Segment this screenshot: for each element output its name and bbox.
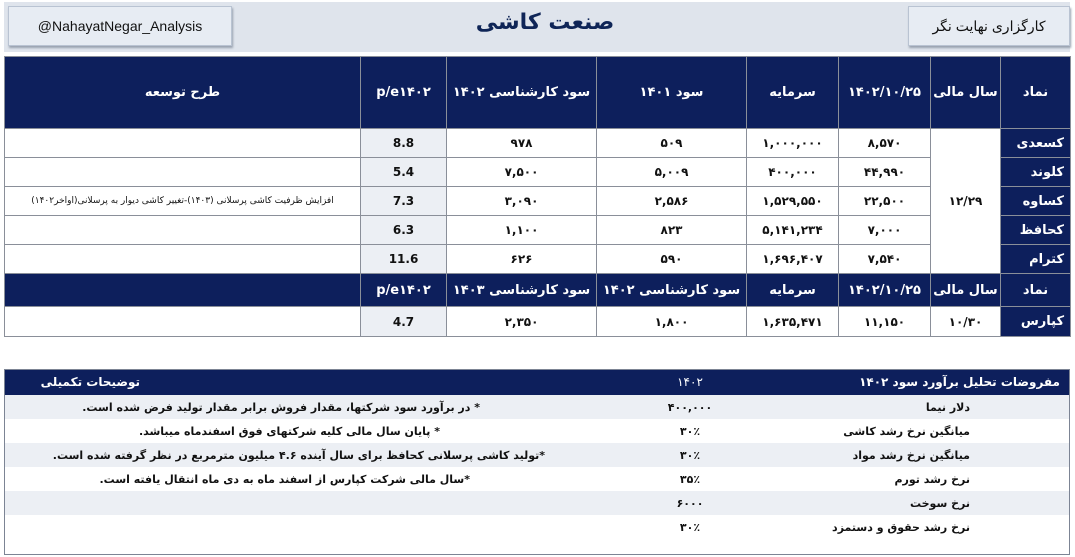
symbol-cell: کلوند bbox=[1001, 158, 1071, 187]
col-expert: سود کارشناسی ۱۴۰۲ bbox=[447, 57, 597, 129]
assumptions-header bbox=[4, 369, 1070, 395]
assumptions-title: مفروضات تحلیل برآورد سود ۱۴۰۲ bbox=[770, 369, 1070, 395]
pe-cell: 5.4 bbox=[361, 158, 447, 187]
assumption-value: ۴۰۰,۰۰۰ bbox=[667, 400, 713, 414]
list-item bbox=[4, 467, 1070, 491]
assumption-label: نرخ رشد تورم bbox=[894, 472, 970, 486]
assumption-value: ۳۰٪ bbox=[679, 448, 701, 462]
table-row bbox=[5, 307, 1071, 337]
col2-blank bbox=[5, 274, 361, 307]
assumptions-table bbox=[4, 369, 1070, 539]
price-cell: ۸,۵۷۰ bbox=[839, 129, 931, 158]
list-item bbox=[4, 395, 1070, 419]
col2-expert-1403: سود کارشناسی ۱۴۰۳ bbox=[447, 274, 597, 307]
pe-cell: 7.3 bbox=[361, 187, 447, 216]
profit-cell: ۵۹۰ bbox=[597, 245, 747, 274]
table-row bbox=[5, 245, 1071, 274]
col2-expert-1402: سود کارشناسی ۱۴۰۲ bbox=[597, 274, 747, 307]
profit-cell: ۲,۵۸۶ bbox=[597, 187, 747, 216]
capital-cell: ۱,۵۲۹,۵۵۰ bbox=[747, 187, 839, 216]
pe-cell: 4.7 bbox=[361, 307, 447, 337]
assumption-label: میانگین نرخ رشد مواد bbox=[852, 448, 970, 462]
stock-table bbox=[4, 56, 1071, 337]
expert-cell: ۱,۱۰۰ bbox=[447, 216, 597, 245]
pe-cell: 6.3 bbox=[361, 216, 447, 245]
table-row bbox=[5, 129, 1071, 158]
capital-cell: ۴۰۰,۰۰۰ bbox=[747, 158, 839, 187]
assumption-label: نرخ سوخت bbox=[909, 496, 970, 510]
col-profit: سود ۱۴۰۱ bbox=[597, 57, 747, 129]
plan-cell bbox=[5, 245, 361, 274]
fiscal-cell: ۱۰/۳۰ bbox=[931, 307, 1001, 337]
list-item bbox=[4, 515, 1070, 539]
expert-1402-cell: ۱,۸۰۰ bbox=[597, 307, 747, 337]
assumption-value: ۶۰۰۰ bbox=[676, 496, 704, 510]
col-fiscal: سال مالی bbox=[931, 57, 1001, 129]
assumption-note: *تولید کاشی پرسلانی کحافظ برای سال آینده ۴.۶ میلیون مترمربع در نظر گرفته شده است. bbox=[52, 448, 545, 462]
col-symbol: نماد bbox=[1001, 57, 1071, 129]
plan-cell: افزایش ظرفیت کاشی پرسلانی (۱۴۰۳)-تغییر کاشی دیوار به پرسلانی(اواخر۱۴۰۲) bbox=[5, 187, 361, 216]
col-pe: p/e۱۴۰۲ bbox=[361, 57, 447, 129]
profit-cell: ۸۲۳ bbox=[597, 216, 747, 245]
expert-cell: ۷,۵۰۰ bbox=[447, 158, 597, 187]
col-plan: طرح توسعه bbox=[5, 57, 361, 129]
table-row bbox=[5, 187, 1071, 216]
capital-cell: ۱,۶۳۵,۴۷۱ bbox=[747, 307, 839, 337]
col2-fiscal: سال مالی bbox=[931, 274, 1001, 307]
price-cell: ۴۴,۹۹۰ bbox=[839, 158, 931, 187]
symbol-cell: کترام bbox=[1001, 245, 1071, 274]
table-header-row bbox=[5, 57, 1071, 129]
assumption-label: نرخ رشد حقوق و دستمزد bbox=[832, 520, 970, 534]
pe-cell: 11.6 bbox=[361, 245, 447, 274]
profit-cell: ۵۰۹ bbox=[597, 129, 747, 158]
notes-title: توضیحات تکمیلی bbox=[4, 369, 610, 395]
expert-cell: ۶۲۶ bbox=[447, 245, 597, 274]
expert-cell: ۹۷۸ bbox=[447, 129, 597, 158]
assumption-note: *سال مالی شرکت کپارس از اسفند ماه به دی ماه انتقال یافته است. bbox=[99, 472, 470, 486]
plan-cell bbox=[5, 158, 361, 187]
assumption-note: * در برآورد سود شرکتها، مقدار فروش برابر مقدار تولید فرض شده است. bbox=[82, 400, 480, 414]
assumption-label: میانگین نرخ رشد کاشی bbox=[843, 424, 970, 438]
empty-cell bbox=[5, 307, 361, 337]
capital-cell: ۱,۶۹۶,۴۰۷ bbox=[747, 245, 839, 274]
col2-pe: p/e۱۴۰۲ bbox=[361, 274, 447, 307]
assumption-value: ۳۰٪ bbox=[679, 520, 701, 534]
symbol-cell: کحافظ bbox=[1001, 216, 1071, 245]
symbol-cell: کپارس bbox=[1001, 307, 1071, 337]
col2-capital: سرمایه bbox=[747, 274, 839, 307]
assumption-note: * پایان سال مالی کلیه شرکتهای فوق اسفندماه میباشد. bbox=[138, 424, 440, 438]
expert-1403-cell: ۲,۳۵۰ bbox=[447, 307, 597, 337]
profit-cell: ۵,۰۰۹ bbox=[597, 158, 747, 187]
col2-symbol: نماد bbox=[1001, 274, 1071, 307]
assumption-note bbox=[4, 491, 610, 515]
list-item bbox=[4, 419, 1070, 443]
table-header-row-2 bbox=[5, 274, 1071, 307]
expert-cell: ۳,۰۹۰ bbox=[447, 187, 597, 216]
pe-cell: 8.8 bbox=[361, 129, 447, 158]
assumption-value: ۳۰٪ bbox=[679, 424, 701, 438]
table-row bbox=[5, 216, 1071, 245]
channel-handle[interactable]: @NahayatNegar_Analysis bbox=[8, 6, 232, 46]
assumption-value: ۳۵٪ bbox=[679, 472, 701, 486]
price-cell: ۷,۵۴۰ bbox=[839, 245, 931, 274]
price-cell: ۲۲,۵۰۰ bbox=[839, 187, 931, 216]
capital-cell: ۵,۱۴۱,۲۳۴ bbox=[747, 216, 839, 245]
symbol-cell: کسعدی bbox=[1001, 129, 1071, 158]
col2-price: ۱۴۰۲/۱۰/۲۵ bbox=[839, 274, 931, 307]
fiscal-cell: ۱۲/۲۹ bbox=[931, 129, 1001, 274]
broker-name: کارگزاری نهایت نگر bbox=[908, 6, 1070, 46]
price-cell: ۷,۰۰۰ bbox=[839, 216, 931, 245]
table-row bbox=[5, 158, 1071, 187]
list-item bbox=[4, 491, 1070, 515]
col-capital: سرمایه bbox=[747, 57, 839, 129]
plan-cell bbox=[5, 129, 361, 158]
symbol-cell: کساوه bbox=[1001, 187, 1071, 216]
plan-cell bbox=[5, 216, 361, 245]
page-title: صنعت کاشی bbox=[475, 10, 615, 35]
list-item bbox=[4, 443, 1070, 467]
assumptions-year: ۱۴۰۲ bbox=[610, 369, 770, 395]
col-price: ۱۴۰۲/۱۰/۲۵ bbox=[839, 57, 931, 129]
assumption-note bbox=[4, 515, 610, 539]
price-cell: ۱۱,۱۵۰ bbox=[839, 307, 931, 337]
capital-cell: ۱,۰۰۰,۰۰۰ bbox=[747, 129, 839, 158]
assumption-label: دلار نیما bbox=[925, 400, 970, 414]
